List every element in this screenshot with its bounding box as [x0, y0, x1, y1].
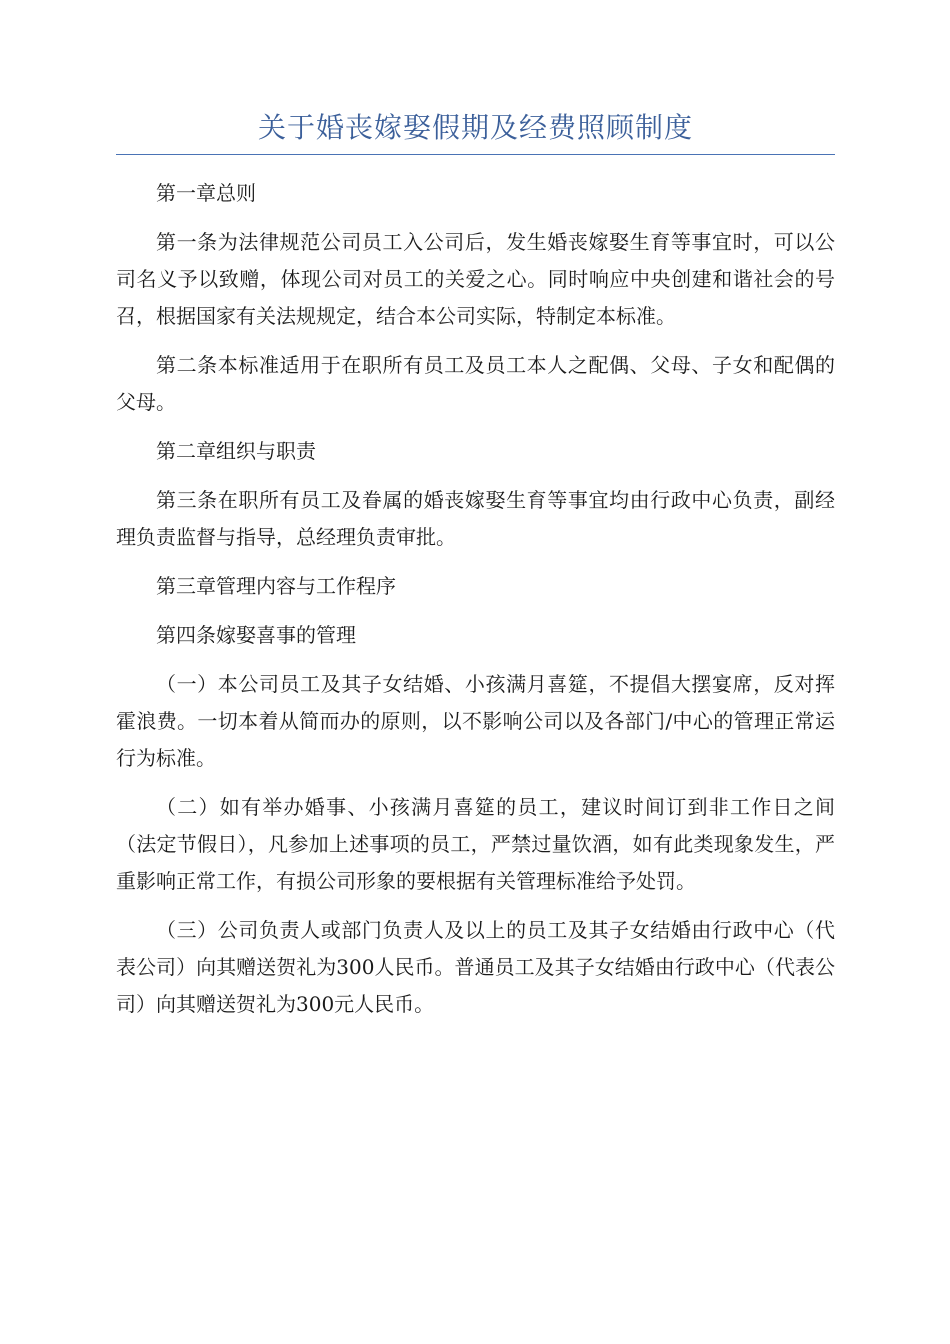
chapter-heading: 第二章组织与职责 — [156, 439, 316, 463]
chapter-heading: 第三章管理内容与工作程序 — [156, 574, 396, 598]
clause-paragraph: （一）本公司员工及其子女结婚、小孩满月喜筵，不提倡大摆宴席，反对挥霍浪费。一切本着从简而办的原则，以不影响公司以及各部门/中心的管理正常运行为标准。 — [116, 672, 835, 770]
article-paragraph: 第三条在职所有员工及眷属的婚丧嫁娶生育等事宜均由行政中心负责，副经理负责监督与指导，总经理负责审批。 — [116, 488, 835, 549]
article-paragraph: 第二条本标准适用于在职所有员工及员工本人之配偶、父母、子女和配偶的父母。 — [116, 353, 835, 414]
chapter-heading: 第一章总则 — [156, 181, 256, 205]
title-underline — [116, 154, 835, 155]
document-body — [116, 175, 835, 1035]
clause-paragraph: （二）如有举办婚事、小孩满月喜筵的员工，建议时间订到非工作日之间（法定节假日），凡参加上述事项的员工，严禁过量饮酒，如有此类现象发生，严重影响正常工作，有损公司形象的要根据有关管理标准给予处罚。 — [116, 795, 835, 893]
clause-paragraph: （三）公司负责人或部门负责人及以上的员工及其子女结婚由行政中心（代表公司）向其赠送贺礼为300人民币。普通员工及其子女结婚由行政中心（代表公司）向其赠送贺礼为300元人民币。 — [116, 918, 835, 1016]
document-title: 关于婚丧嫁娶假期及经费照顾制度 — [257, 111, 693, 144]
article-paragraph: 第一条为法律规范公司员工入公司后，发生婚丧嫁娶生育等事宜时，可以公司名义予以致赠，体现公司对员工的关爱之心。同时响应中央创建和谐社会的号召，根据国家有关法规规定，结合本公司实际，特制定本标准。 — [116, 230, 835, 328]
article-heading: 第四条嫁娶喜事的管理 — [156, 623, 356, 647]
title-block — [116, 108, 835, 155]
